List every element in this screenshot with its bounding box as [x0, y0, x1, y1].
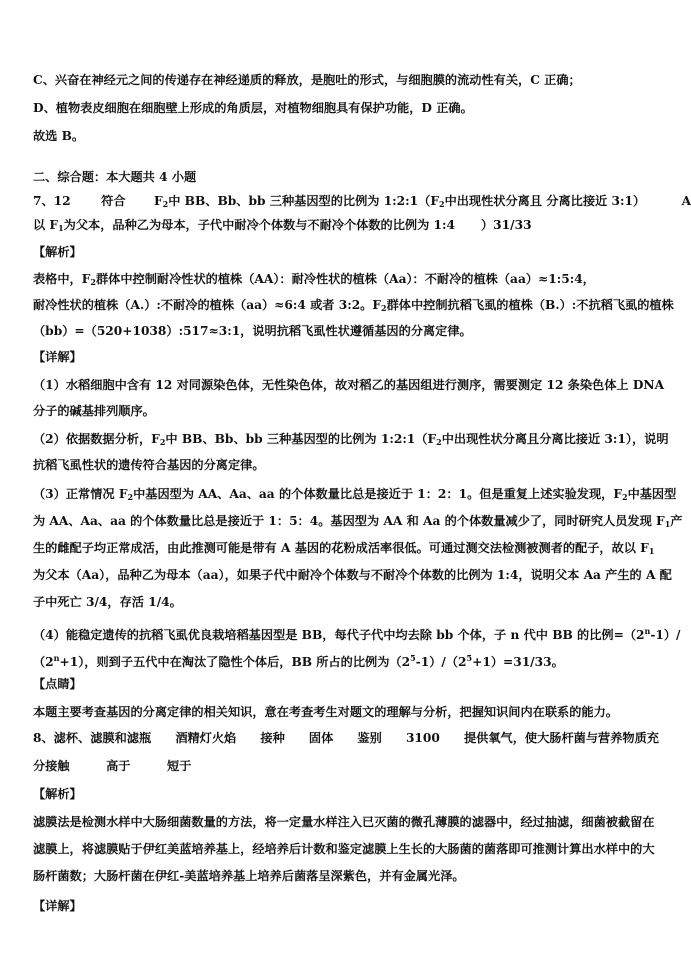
q7-answer-4: A [681, 194, 691, 208]
q8-answer-5: 鉴别 [357, 731, 382, 745]
q8-answer-1: 8、滤杯、滤膜和滤瓶 [33, 731, 152, 745]
q7-analysis-line-1: 表格中，$F_2$群体中控制耐冷性状的植株（AA）：耐冷性状的植株（Aa）：不耐冷的植株（aa）≈1:5:4， [33, 272, 595, 287]
q8-answer-line-1 [33, 730, 659, 746]
q8-detail-tag: 【详解】 [33, 899, 82, 913]
q7-answer-2: 符合 [101, 194, 126, 208]
section-title: 二、综合题：本大题共 4 小题 [33, 170, 197, 184]
q8-analysis-line-2: 滤膜上，将滤膜贴于伊红美蓝培养基上，经培养后计数和鉴定滤膜上生长的大肠菌的菌落即可推测计算出水样中的大 [33, 842, 655, 856]
q7-detail-p3-line-4: 为父本（Aa），品种乙为母本（aa），如果子代中耐冷个体数与不耐冷个体数的比例为 1:4，说明父本 Aa 产生的 A 配 [33, 568, 672, 582]
q7-answer-1: 7、12 [33, 194, 71, 208]
q7-detail-p1-line-1: （1）水稻细胞中含有 12 对同源染色体，无性染色体，故对稻乙的基因组进行测序，需要测定 12 条染色体上 DNA [33, 378, 665, 392]
q7-analysis-line-3: （bb）=（520+1038）:517≈3:1，说明抗稻飞虱性状遵循基因的分离定律。 [33, 324, 472, 338]
answer-line: 故选 B。 [33, 129, 85, 143]
q8-answer-9: 短于 [166, 759, 192, 773]
q7-detail-p2-line-2: 抗稻飞虱性状的遗传符合基因的分离定律。 [33, 458, 265, 472]
q7-detail-p4-line-1: （4）能稳定遗传的抗稻飞虱优良栽培稻基因型是 BB，每代子代中均去除 bb 个体，子 n 代中 BB 的比例$=(2^n-1)/$ [33, 626, 681, 642]
q7-detail-p4-line-2: $(2^n+1)$，则到子五代中在淘汰了隐性个体后，BB 所占的比例为$(2^5-1)/(2^5+1)=31/33$。 [33, 653, 564, 669]
q8-answer-7: 提供氧气，使大肠杆菌与营养物质充 [464, 731, 659, 745]
q7-comment-text: 本题主要考查基因的分离定律的相关知识，意在考查考生对题文的理解与分析，把握知识间内在联系的能力。 [33, 705, 618, 719]
option-c-explanation: C、兴奋在神经元之间的传递存在神经递质的释放，是胞吐的形式，与细胞膜的流动性有关，C 正确； [33, 73, 581, 87]
q8-answer-line-2 [33, 758, 191, 774]
q8-answer-3: 接种 [260, 731, 285, 745]
q7-detail-p3-line-2: 为 AA、Aa、aa 的个体数量比总是接近于 1：5：4。基因型为 AA 和 Aa 的个体数量减少了，同时研究人员发现 $F_1$产 [33, 514, 683, 529]
q8-analysis-line-1: 滤膜法是检测水样中大肠细菌数量的方法，将一定量水样注入已灭菌的微孔薄膜的滤器中，经过抽滤，细菌被截留在 [33, 815, 655, 829]
q7-answer-line-2: 以 $F_1$为父本，品种乙为母本，子代中耐冷个体数与不耐冷个体数的比例为 1:4 ）31/33 [33, 218, 532, 233]
q7-detail-p3-line-5: 子中死亡 3/4，存活 1/4。 [33, 595, 182, 609]
q8-answer-4: 固体 [308, 731, 334, 745]
q8-answer-7-cont: 分接触 [33, 759, 70, 773]
q7-detail-tag: 【详解】 [33, 350, 82, 364]
q7-analysis-line-2: 耐冷性状的植株（A.）:不耐冷的植株（aa）≈6:4 或者 3:2。$F_2$群体中控制抗稻飞虱的植株（B.）:不抗稻飞虱的植株 [33, 298, 674, 313]
q8-analysis-tag: 【解析】 [33, 787, 82, 801]
q7-detail-p1-line-2: 分子的碱基排列顺序。 [33, 404, 155, 418]
q7-answer-3: $F_2$中 BB、Bb、bb 三种基因型的比例为 $1:2:1(F_2$中出现性状分离且 分离比接近 3:1） [154, 194, 646, 209]
q8-analysis-line-3: 肠杆菌数；大肠杆菌在伊红-美蓝培养基上培养后菌落呈深紫色，并有金属光泽。 [33, 869, 465, 883]
q7-detail-p3-line-3: 生的雌配子均正常成活，由此推测可能是带有 A 基因的花粉成活率很低。可通过测交法检测被测者的配子，故以 $F_1$ [33, 541, 655, 556]
q8-answer-8: 高于 [106, 759, 131, 773]
q7-answer-line-1 [33, 193, 691, 212]
option-d-explanation: D、植物表皮细胞在细胞壁上形成的角质层，对植物细胞具有保护功能，D 正确。 [33, 101, 473, 115]
q8-answer-6: 3100 [405, 731, 440, 745]
q7-comment-tag: 【点睛】 [33, 677, 82, 691]
q7-detail-p2-line-1: （2）依据数据分析，$F_2$中 BB、Bb、bb 三种基因型的比例为 $1:2:1(F_2$中出现性状分离且分离比接近 3:1），说明 [33, 432, 669, 447]
q8-answer-2: 酒精灯火焰 [175, 731, 237, 745]
q7-detail-p3-line-1: （3）正常情况 $F_2$中基因型为 AA、Aa、aa 的个体数量比总是接近于 1：2：1。但是重复上述实验发现，$F_2$中基因型 [33, 487, 677, 502]
q7-analysis-tag: 【解析】 [33, 245, 82, 259]
